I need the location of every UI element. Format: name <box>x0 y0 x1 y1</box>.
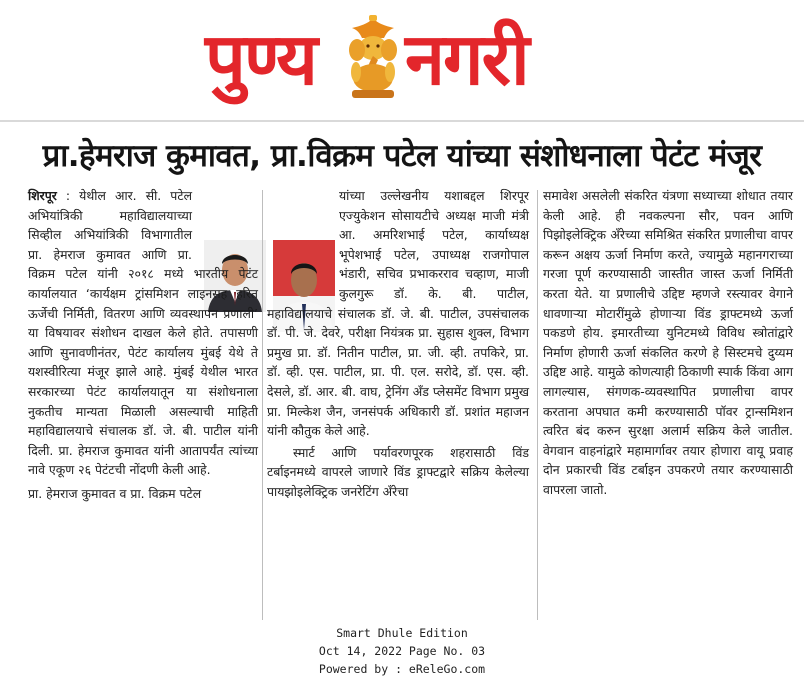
header-divider <box>0 120 804 122</box>
edition-date-page: Oct 14, 2022 Page No. 03 <box>318 644 486 658</box>
article-column-3 <box>543 186 793 500</box>
article-headline: प्रा.हेमराज कुमावत, प्रा.विक्रम पटेल यांच्या संशोधनाला पेटंट मंजूर <box>42 138 762 174</box>
powered-by: Powered by : eReleGo.com <box>318 662 486 676</box>
edition-footer <box>0 624 804 678</box>
article-text-col2: यांच्या उल्लेखनीय यशाबद्दल शिरपूर एज्युकेशन सोसायटीचे अध्यक्ष माजी मंत्री आ. अमरिशभाई पटेल, कार्याध्यक्ष भूपेशभाई पटेल, उपाध्यक्ष राजगोपाल भंडारी, सचिव प्रभाकरराव चव्हाण, माजी कुलगुरू डॉ. के. बी. पाटील, महाविद्यालयाचे संचालक डॉ. जे. बी. पाटील, उपसंचालक डॉ. पी. जे. देवरे, परीक्षा नियंत्रक प्रा. सुहास शुक्ल, विभाग प्रमुख प्रा. डॉ. नितीन पाटील, प्रा. जी. व्ही. तपकिरे, प्रा. डॉ. व्ही. एस. पाटील, प्रा. पी. एल. सरोदे, डॉ. एस. व्ही. देसले, डॉ. आर. बी. वाघ, ट्रेनिंग अँड प्लेसमेंट विभाग प्रमुख प्रा. मिल्केश जैन, जनसंपर्क अधिकारी डॉ. प्रशांत महाजन यांनी कौतुक केले आहे. <box>267 188 529 439</box>
dateline: शिरपूर <box>28 188 57 203</box>
article-text-col1-para2: प्रा. हेमराज कुमावत व प्रा. विक्रम पटेल <box>28 485 202 501</box>
column-divider <box>537 190 538 620</box>
ganesha-icon <box>342 14 404 100</box>
edition-name: Smart Dhule Edition <box>336 626 468 640</box>
article-text-col2-para2: स्मार्ट आणि पर्यावरणपूरक शहरासाठी विंड टर्बाइनमध्ये वापरले जाणारे विंड ड्राफ्टद्वारे सक्रिय केलेल्या पायझोइलेक्ट्रिक जनरेटिंग अँरेचा <box>267 444 529 499</box>
masthead-title-left: पुण्य <box>205 17 316 101</box>
masthead-title-right: नगरी <box>405 17 528 101</box>
article-column-2 <box>267 186 529 502</box>
masthead <box>0 0 804 112</box>
article-text-col1: येथील आर. सी. पटेल अभियांत्रिकी महाविद्यालयाच्या सिव्हील अभियांत्रिकी विभागातील प्रा. हेमराज कुमावत आणि प्रा. विक्रम पटेल यांनी २०१८ मध्ये भारतीय पेटंट कार्यालयात ‘कार्यक्षम ट्रांसमिशन लाइनसह हरित ऊर्जेची निर्मिती, वितरण आणि व्यवस्थापन प्रणाली’ या विषयावर संशोधन दाखल केले होते. तपासणी आणि सुनावणीनंतर, पेटंट कार्यालय मुंबई येथे ते यशस्वीरित्या मंजूर झाले आहे. मुंबई येथील भारत सरकारच्या पेटंट कार्यालयातून या संशोधनाला नुकतीच मान्यता मिळाली असल्याची माहिती महाविद्यालयाचे संचालक डॉ. जे. बी. पाटील यांनी दिली. प्रा. हेमराज कुमावत यांनी आतापर्यंत त्यांच्या नावे एकूण २६ पेटंटची नोंदणी केली आहे. <box>28 188 258 478</box>
article-text-col3: समावेश असलेली संकरित यंत्रणा सध्याच्या शोधात तयार केली आहे. ही नवकल्पना सौर, पवन आणि पिझोइलेक्ट्रिक अँरेच्या समिश्रित संकरित प्रणालीचा वापर करून अक्षय ऊर्जा निर्माण करते, ज्यामुळे महानगराच्या गरजा पूर्ण करण्यासाठी जास्तीत जास्त ऊर्जा निर्मिती करता येते. या प्रणालीचे उद्दिष्ट म्हणजे रस्त्यावर वेगाने धावणाऱ्या मोटारींमुळे होणाऱ्या विंड ड्राफ्टमध्ये ऊर्जा पकडणे होय. इमारतीच्या युनिटमध्ये विविध स्त्रोतांद्वारे निर्माण होणारी ऊर्जा संकलित करणे हे सिस्टमचे दुय्यम उद्दिष्ट आहे. यामुळे कोणत्याही ठिकाणी स्पार्क किंवा आग लागल्यास, संगणक-व्यवस्थापित प्रणालीचा वापर करताना अपघात कमी करण्यासाठी पॉवर ट्रान्समिशन त्वरित बंद करुन सुरक्षा अलार्म सक्रिय केले जातील. वेगवान वाहनांद्वारे महामार्गावर तयार होणारा वायू प्रवाह दोन प्रकारची विंड टर्बाइन उपकरणे तयार करण्यासाठी वापरला जातो. <box>543 188 793 497</box>
article-column-1: शिरपूर : येथील आर. सी. पटेल अभियांत्रिकी महाविद्यालयाच्या सिव्हील अभियांत्रिकी विभागातील प्रा. हेमराज कुमावत आणि प्रा. विक्रम पटेल यांनी २०१८ मध्ये भारतीय पेटंट कार्यालयात ‘कार्यक्षम ट्रांसमिशन लाइनसह हरित ऊर्जेची निर्मिती, वितरण आणि व्यवस्थापन प्रणाली’ या विषयावर संशोधन दाखल केले होते. तपासणी आणि सुनावणीनंतर, पेटंट कार्यालय मुंबई येथे ते यशस्वीरित्या मंजूर झाले आहे. मुंबई येथील भारत सरकारच्या पेटंट कार्यालयातून या संशोधनाला नुकतीच मान्यता मिळाली असल्याची माहिती महाविद्यालयाचे संचालक डॉ. जे. बी. पाटील यांनी दिली. प्रा. हेमराज कुमावत यांनी आतापर्यंत त्यांच्या नावे एकूण २६ पेटंटची नोंदणी केली आहे. प्रा. हेमराज कुमावत व प्रा. विक्रम पटेल <box>28 186 258 504</box>
column-divider <box>262 190 263 620</box>
